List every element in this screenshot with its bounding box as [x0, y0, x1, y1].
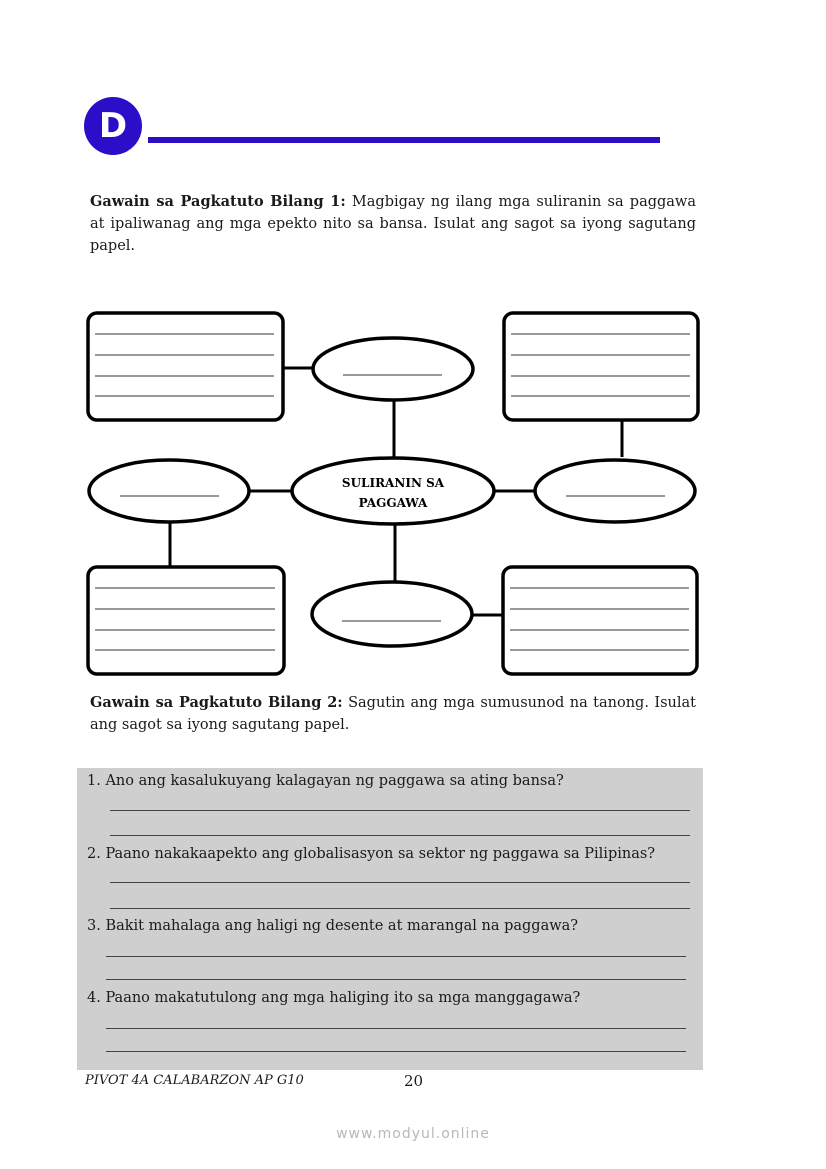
site-watermark: www.modyul.online: [336, 1126, 490, 1142]
activity-2-label: Gawain sa Pagkatuto Bilang 2:: [90, 694, 343, 711]
answer-line[interactable]: [106, 1028, 686, 1029]
answer-oval-right[interactable]: [535, 460, 695, 522]
activity-1-label: Gawain sa Pagkatuto Bilang 1:: [90, 193, 346, 210]
question-3: 3. Bakit mahalaga ang haligi ng desente at marangal na paggawa?: [87, 918, 579, 934]
answer-line[interactable]: [110, 908, 690, 909]
page-number: 20: [404, 1072, 424, 1090]
answer-line[interactable]: [106, 1051, 686, 1052]
footer-module-code: PIVOT 4A CALABARZON AP G10: [85, 1073, 304, 1088]
question-2: 2. Paano nakakaapekto ang globalisasyon sa sektor ng paggawa sa Pilipinas?: [87, 846, 656, 862]
answer-oval-left[interactable]: [89, 460, 249, 522]
activity-2-text: Sagutin ang mga sumusunod na tanong. Isulat ang sagot sa iyong sagutang papel.: [90, 695, 696, 733]
answer-line[interactable]: [110, 810, 690, 811]
answer-line[interactable]: [106, 979, 686, 980]
answer-oval-bottom[interactable]: [312, 582, 472, 646]
answer-box-top-right[interactable]: [504, 313, 698, 420]
answer-box-bottom-right[interactable]: [503, 567, 697, 674]
answer-line[interactable]: [110, 882, 690, 883]
answer-line[interactable]: [110, 835, 690, 836]
answer-line[interactable]: [106, 956, 686, 957]
answer-box-bottom-left[interactable]: [88, 567, 284, 674]
center-label-line-1: SULIRANIN SA: [341, 476, 445, 490]
answer-box-top-left[interactable]: [88, 313, 283, 420]
center-oval: [292, 458, 494, 524]
question-4: 4. Paano makatutulong ang mga haliging ito sa mga manggagawa?: [87, 990, 581, 1006]
activity-2-instructions: [90, 692, 696, 736]
answer-oval-top[interactable]: [313, 338, 473, 400]
center-label-line-2: PAGGAWA: [358, 496, 428, 510]
section-letter-badge: D: [84, 97, 142, 155]
activity-1-text: Magbigay ng ilang mga suliranin sa paggawa at ipaliwanag ang mga epekto nito sa bansa. Isulat ang sagot sa iyong sagutang papel.: [90, 194, 696, 254]
question-1: 1. Ano ang kasalukuyang kalagayan ng paggawa sa ating bansa?: [87, 773, 564, 789]
